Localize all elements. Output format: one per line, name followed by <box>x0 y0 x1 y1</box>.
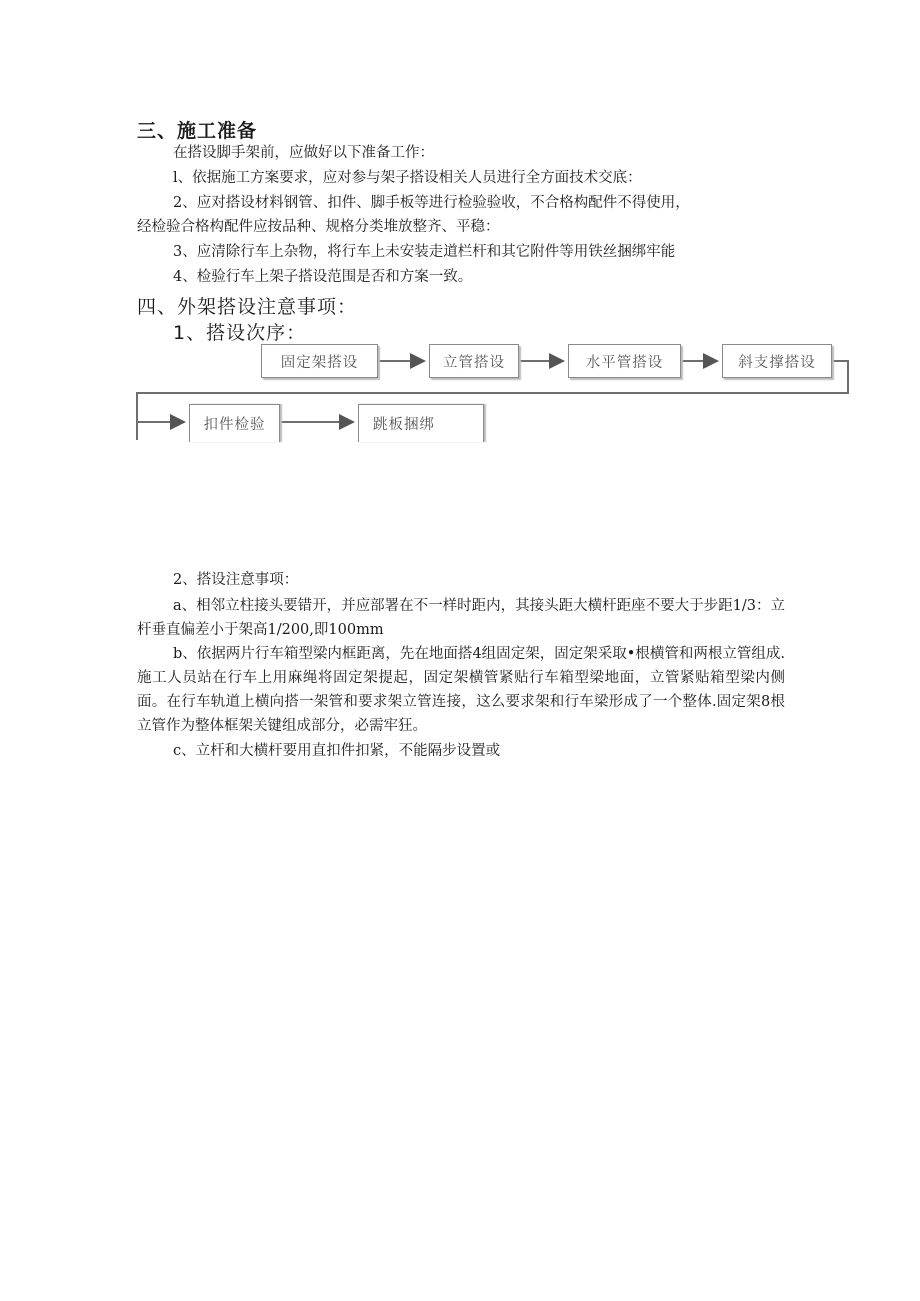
note-c: c、立杆和大横杆要用直扣件扣紧，不能隔步设置或 <box>173 743 501 759</box>
section-3-item-2-cont: 经检验合格构配件应按品种、规格分类堆放整齐、平稳： <box>137 219 500 235</box>
flow-step-diagonal-brace: 斜支撑搭设 <box>722 344 832 378</box>
section-3-item-1: l、依据施工方案要求，应对参与架子搭设相关人员进行全方面技术交底： <box>173 170 642 186</box>
notes-heading: 2、搭设注意事项： <box>173 572 299 588</box>
section-4-title: 四、外架搭设注意事项： <box>137 296 358 318</box>
note-b: b、依据两片行车箱型梁内框距离，先在地面搭4组固定架，固定架采取•根横管和两根立管组成.施工人员站在行车上用麻绳将固定架提起，固定架横管紧贴行车箱型梁地面，立管紧贴箱型梁内侧面。在行车轨道上横向搭一架管和要求架立管连接，这么要求架和行车梁形成了一个整体.固定架8根立管作为整体框架关键组成部分，必需牢狂。 <box>137 646 785 734</box>
section-3-item-3: 3、应清除行车上杂物，将行车上未安装走道栏杆和其它附件等用铁丝捆绑牢能 <box>173 244 676 260</box>
section-3-intro: 在搭设脚手架前，应做好以下准备工作： <box>173 145 434 161</box>
note-a: a、相邻立柱接头要错开，并应部署在不一样时距内，其接头距大横杆距座不要大于步距1/3：立杆垂直偏差小于架高1/200,即100mm <box>137 598 785 638</box>
section-3-item-4: 4、检验行车上架子搭设范围是否和方案一致。 <box>173 269 473 285</box>
section-3-title: 三、施工准备 <box>137 120 258 142</box>
flow-step-horizontal-pipe: 水平管搭设 <box>568 344 681 378</box>
flow-step-fastener-check: 扣件检验 <box>189 404 280 442</box>
section-4-subtitle: 1、搭设次序： <box>173 322 307 344</box>
flow-step-vertical-pipe: 立管搭设 <box>429 344 519 378</box>
section-3-item-2: 2、应对搭设材料钢管、扣件、脚手板等进行检验验收，不合格构配件不得使用， <box>173 195 690 211</box>
flow-step-fixed-frame: 固定架搭设 <box>261 344 378 378</box>
flow-step-board-binding: 跳板捆绑 <box>358 404 484 442</box>
